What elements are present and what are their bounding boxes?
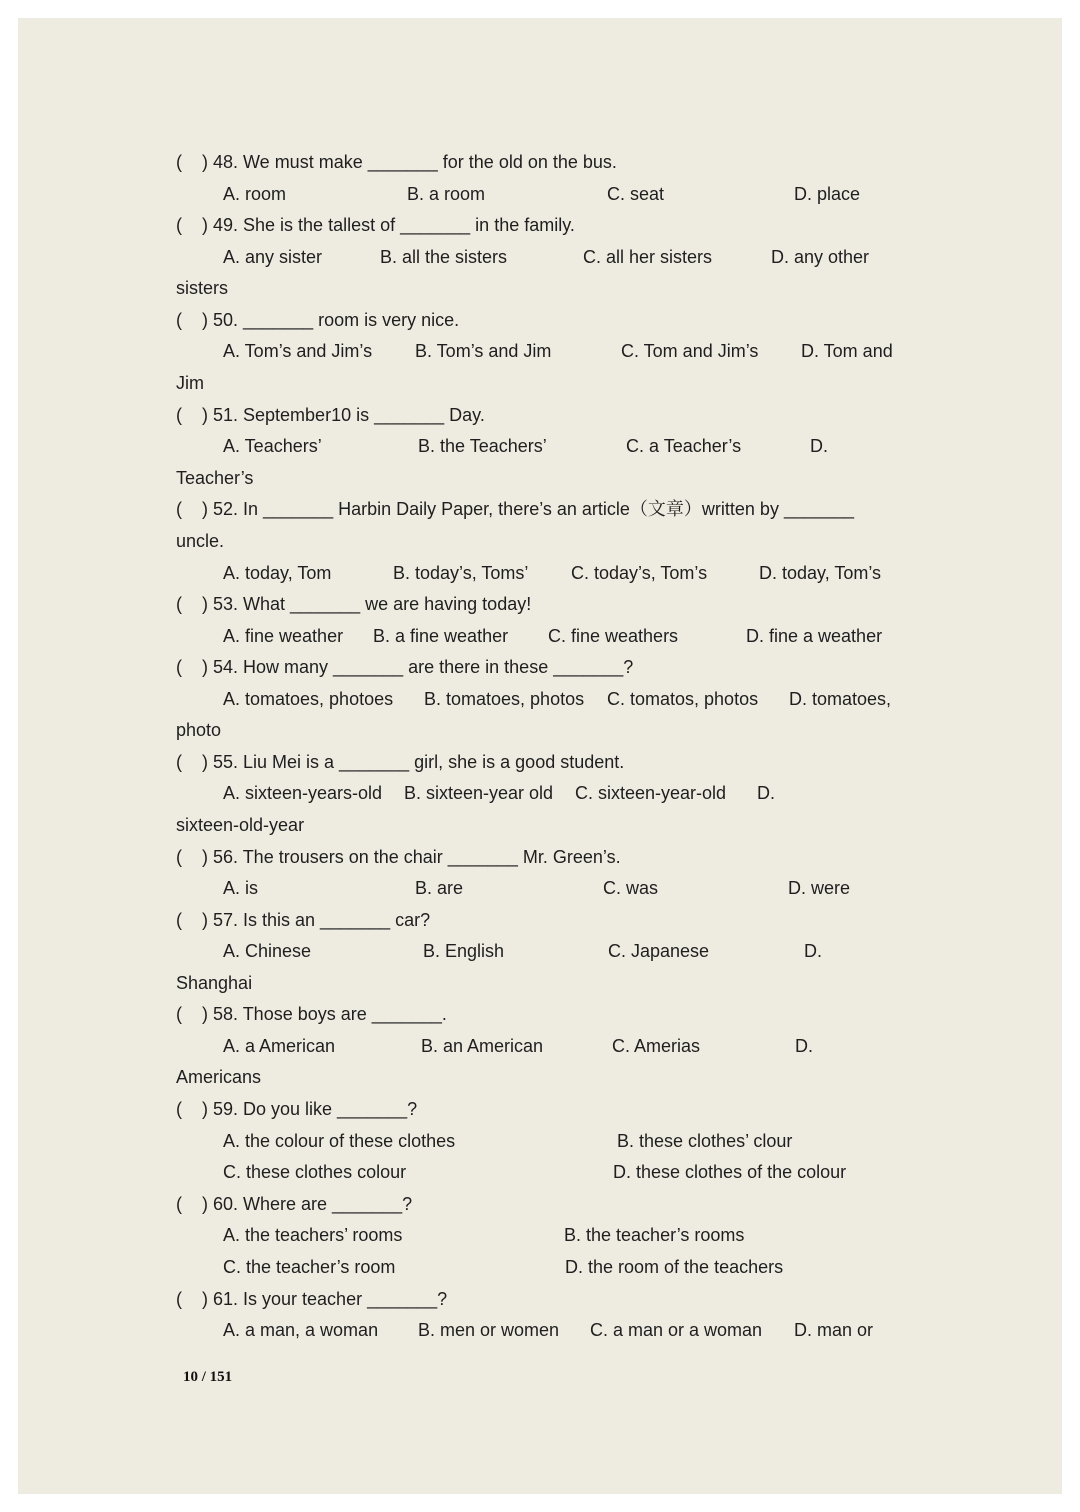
option-wrap: Americans <box>176 1067 262 1087</box>
option-d: D. <box>757 783 775 803</box>
option-c: C. these clothes colour <box>223 1162 407 1182</box>
option-b: B. today’s, Toms’ <box>393 563 529 583</box>
option-d: D. place <box>794 184 861 204</box>
option-wrap: photo <box>176 720 222 740</box>
option-b: B. sixteen-year old <box>404 783 554 803</box>
question-stem: ( ) 61. Is your teacher _______? <box>176 1289 448 1309</box>
option-d: D. Tom and <box>801 341 893 361</box>
option-b: B. these clothes’ clour <box>617 1131 793 1151</box>
question-stem: ( ) 49. She is the tallest of _______ in the family. <box>176 215 575 235</box>
option-a: A. Tom’s and Jim’s <box>223 341 373 361</box>
option-c: C. tomatos, photos <box>607 689 759 709</box>
question-stem: ( ) 58. Those boys are _______. <box>176 1004 447 1024</box>
question-stem: ( ) 51. September10 is _______ Day. <box>176 405 485 425</box>
option-a: A. fine weather <box>223 626 344 646</box>
option-b: B. all the sisters <box>380 247 508 267</box>
option-a: A. Teachers’ <box>223 436 322 456</box>
option-d: D. today, Tom’s <box>759 563 882 583</box>
option-c: C. seat <box>607 184 665 204</box>
option-wrap: Teacher’s <box>176 468 254 488</box>
options-row <box>176 1220 930 1251</box>
options-row <box>176 1252 930 1283</box>
options-row <box>176 621 930 652</box>
options-row <box>176 1126 930 1157</box>
option-d: D. the room of the teachers <box>565 1257 784 1277</box>
options-row <box>176 1031 930 1062</box>
options-row <box>176 684 930 715</box>
options-row <box>176 873 930 904</box>
option-b: B. a fine weather <box>373 626 509 646</box>
option-d: D. any other <box>771 247 870 267</box>
options-row <box>176 1157 930 1188</box>
option-c: C. sixteen-year-old <box>575 783 727 803</box>
option-a: A. tomatoes, photoes <box>223 689 394 709</box>
option-d: D. these clothes of the colour <box>613 1162 847 1182</box>
options-row <box>176 179 930 210</box>
question-stem: ( ) 57. Is this an _______ car? <box>176 910 431 930</box>
question-stem-continued: uncle. <box>176 531 225 551</box>
options-row <box>176 778 930 809</box>
option-c: C. all her sisters <box>583 247 713 267</box>
question-stem: ( ) 54. How many _______ are there in these _______? <box>176 657 634 677</box>
page-indicator: 10 / 151 <box>183 1369 233 1385</box>
option-b: B. an American <box>421 1036 544 1056</box>
option-c: C. today’s, Tom’s <box>571 563 708 583</box>
option-a: A. room <box>223 184 287 204</box>
option-d: D. tomatoes, <box>789 689 892 709</box>
option-a: A. a man, a woman <box>223 1320 379 1340</box>
option-c: C. Japanese <box>608 941 710 961</box>
option-b: B. men or women <box>418 1320 560 1340</box>
option-d: D. <box>804 941 822 961</box>
option-a: A. the teachers’ rooms <box>223 1225 403 1245</box>
option-c: C. Tom and Jim’s <box>621 341 759 361</box>
option-a: A. sixteen-years-old <box>223 783 383 803</box>
option-d: D. <box>810 436 828 456</box>
option-b: B. a room <box>407 184 486 204</box>
option-b: B. tomatoes, photos <box>424 689 585 709</box>
options-row <box>176 936 930 967</box>
option-wrap: sixteen-old-year <box>176 815 305 835</box>
options-row <box>176 336 930 367</box>
option-a: A. today, Tom <box>223 563 332 583</box>
question-stem: ( ) 52. In _______ Harbin Daily Paper, there’s an article（文章）written by _______ <box>176 499 855 519</box>
options-row <box>176 1315 930 1346</box>
option-d: D. <box>795 1036 813 1056</box>
options-row <box>176 558 930 589</box>
option-b: B. the Teachers’ <box>418 436 547 456</box>
question-stem: ( ) 60. Where are _______? <box>176 1194 413 1214</box>
options-row <box>176 431 930 462</box>
options-row <box>176 242 930 273</box>
option-c: C. fine weathers <box>548 626 679 646</box>
question-stem: ( ) 56. The trousers on the chair _______ Mr. Green’s. <box>176 847 621 867</box>
option-a: A. Chinese <box>223 941 312 961</box>
option-c: C. was <box>603 878 659 898</box>
option-a: A. a American <box>223 1036 336 1056</box>
question-stem: ( ) 48. We must make _______ for the old on the bus. <box>176 152 617 172</box>
option-d: D. fine a weather <box>746 626 883 646</box>
option-b: B. English <box>423 941 505 961</box>
option-d: D. were <box>788 878 851 898</box>
option-b: B. the teacher’s rooms <box>564 1225 745 1245</box>
question-stem: ( ) 59. Do you like _______? <box>176 1099 418 1119</box>
option-a: A. is <box>223 878 259 898</box>
option-c: C. a Teacher’s <box>626 436 742 456</box>
option-a: A. the colour of these clothes <box>223 1131 456 1151</box>
question-stem: ( ) 55. Liu Mei is a _______ girl, she is a good student. <box>176 752 625 772</box>
option-c: C. a man or a woman <box>590 1320 763 1340</box>
question-stem: ( ) 50. _______ room is very nice. <box>176 310 460 330</box>
option-wrap: Jim <box>176 373 204 393</box>
option-a: A. any sister <box>223 247 323 267</box>
option-d: D. man or <box>794 1320 874 1340</box>
option-wrap: sisters <box>176 278 229 298</box>
option-wrap: Shanghai <box>176 973 253 993</box>
option-b: B. Tom’s and Jim <box>415 341 552 361</box>
option-c: C. Amerias <box>612 1036 701 1056</box>
question-stem: ( ) 53. What _______ we are having today! <box>176 594 532 614</box>
option-c: C. the teacher’s room <box>223 1257 396 1277</box>
option-b: B. are <box>415 878 464 898</box>
